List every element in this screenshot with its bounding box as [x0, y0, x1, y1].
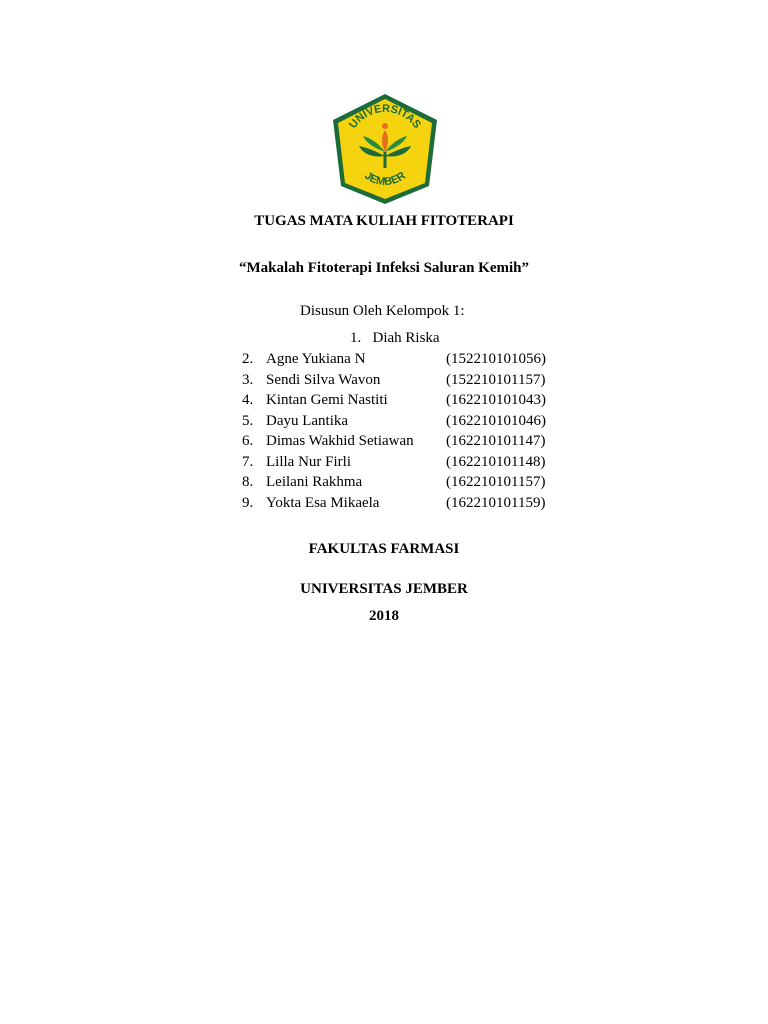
member-name: Lilla Nur Firli	[266, 453, 351, 470]
member-name: Dimas Wakhid Setiawan	[266, 433, 414, 449]
member-name: Agne Yukiana N	[266, 351, 366, 367]
logo-text-top: UNIVERSITAS	[347, 102, 423, 131]
member-number: 1.	[350, 330, 362, 346]
member-nim: (162210101159)	[446, 494, 546, 511]
list-item	[242, 391, 562, 412]
member-name: Leilani Rakhma	[266, 474, 363, 490]
list-item	[242, 494, 562, 515]
member-name: Dayu Lantika	[266, 412, 349, 429]
logo-text-bottom: JEMBER	[362, 169, 408, 189]
member-name: Kintan Gemi Nastiti	[266, 392, 388, 408]
member-number: 8.	[242, 474, 254, 490]
member-number: 7.	[242, 453, 254, 470]
list-item	[242, 453, 562, 474]
member-nim: (162210101157)	[446, 474, 546, 490]
member-nim: (162210101046)	[446, 412, 546, 429]
list-item	[242, 473, 562, 494]
list-item	[242, 350, 562, 371]
member-name: Sendi Silva Wavon	[266, 371, 381, 388]
member-name: Diah Riska	[372, 330, 440, 346]
member-number: 9.	[242, 494, 254, 511]
first-member	[350, 329, 440, 347]
member-name: Yokta Esa Mikaela	[266, 494, 380, 511]
member-nim: (162210101043)	[446, 392, 546, 408]
page-title: TUGAS MATA KULIAH FITOTERAPI	[254, 213, 514, 229]
member-number: 6.	[242, 433, 254, 449]
list-item	[242, 412, 562, 433]
paper-subtitle: “Makalah Fitoterapi Infeksi Saluran Kemih”	[238, 260, 530, 276]
member-number: 5.	[242, 412, 254, 429]
member-list	[242, 350, 562, 514]
member-nim: (162210101148)	[446, 453, 546, 470]
list-item	[242, 432, 562, 453]
member-number: 3.	[242, 371, 254, 388]
member-number: 2.	[242, 351, 254, 367]
member-number: 4.	[242, 392, 254, 408]
university-name: UNIVERSITAS JEMBER	[300, 581, 468, 597]
faculty-name: FAKULTAS FARMASI	[308, 541, 460, 557]
year: 2018	[369, 608, 399, 624]
member-nim: (162210101147)	[446, 433, 546, 449]
member-nim: (152210101157)	[446, 371, 546, 388]
list-item	[242, 371, 562, 392]
member-nim: (152210101056)	[446, 351, 546, 367]
compiled-by-label: Disusun Oleh Kelompok 1:	[300, 303, 465, 319]
university-logo	[329, 90, 441, 208]
